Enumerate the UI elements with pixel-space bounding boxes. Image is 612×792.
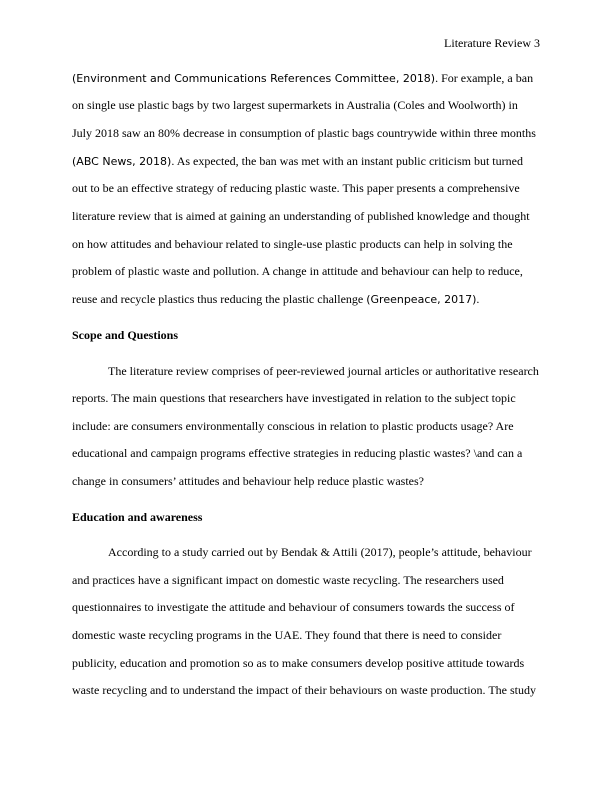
text-line: on how attitudes and behaviour related to single-use plastic products can help in solving the: [72, 237, 513, 251]
text-line: According to a study carried out by Bendak & Attili (2017), people’s attitude, behaviour: [108, 545, 532, 559]
citation: (Environment and Communications References Committee, 2018): [72, 72, 436, 85]
text-line: [72, 154, 523, 169]
text-line: questionnaires to investigate the attitude and behaviour of consumers towards the success of: [72, 600, 515, 614]
text-line: [72, 71, 533, 86]
text-line: and practices have a significant impact on domestic waste recycling. The researchers used: [72, 573, 504, 587]
running-head: Literature Review 3: [444, 36, 540, 50]
text-line: publicity, education and promotion so as to make consumers develop positive attitude towards: [72, 656, 525, 670]
text-line: include: are consumers environmentally conscious in relation to plastic products usage? Are: [72, 419, 514, 433]
text-span: . For example, a ban: [435, 71, 534, 85]
text-line: reports. The main questions that researchers have investigated in relation to the subject topic: [72, 391, 516, 405]
text-line: problem of plastic waste and pollution. A change in attitude and behaviour can help to reduce,: [72, 264, 523, 278]
text-line: change in consumers’ attitudes and behaviour help reduce plastic wastes?: [72, 474, 424, 488]
text-line: literature review that is aimed at gaining an understanding of published knowledge and thought: [72, 209, 530, 223]
section-heading-scope: Scope and Questions: [72, 328, 179, 342]
text-line: out to be an effective strategy of reducing plastic waste. This paper presents a comprehensive: [72, 181, 520, 195]
text-line: educational and campaign programs effective strategies in reducing plastic wastes? \and can a: [72, 446, 523, 460]
text-span: reuse and recycle plastics thus reducing the plastic challenge: [72, 292, 367, 306]
text-line: waste recycling and to understand the impact of their behaviours on waste production. The study: [72, 683, 536, 697]
text-line: [72, 292, 479, 307]
text-line: domestic waste recycling programs in the UAE. They found that there is need to consider: [72, 628, 502, 642]
text-span: .: [476, 292, 480, 306]
text-line: on single use plastic bags by two largest supermarkets in Australia (Coles and Woolworth) in: [72, 98, 518, 112]
citation: (Greenpeace, 2017): [366, 293, 477, 306]
text-line: The literature review comprises of peer-reviewed journal articles or authoritative research: [108, 364, 539, 378]
section-heading-education: Education and awareness: [72, 510, 203, 524]
text-line: July 2018 saw an 80% decrease in consumption of plastic bags countrywide within three months: [72, 126, 536, 140]
citation: (ABC News, 2018): [72, 155, 172, 168]
text-span: . As expected, the ban was met with an instant public criticism but turned: [171, 154, 523, 168]
